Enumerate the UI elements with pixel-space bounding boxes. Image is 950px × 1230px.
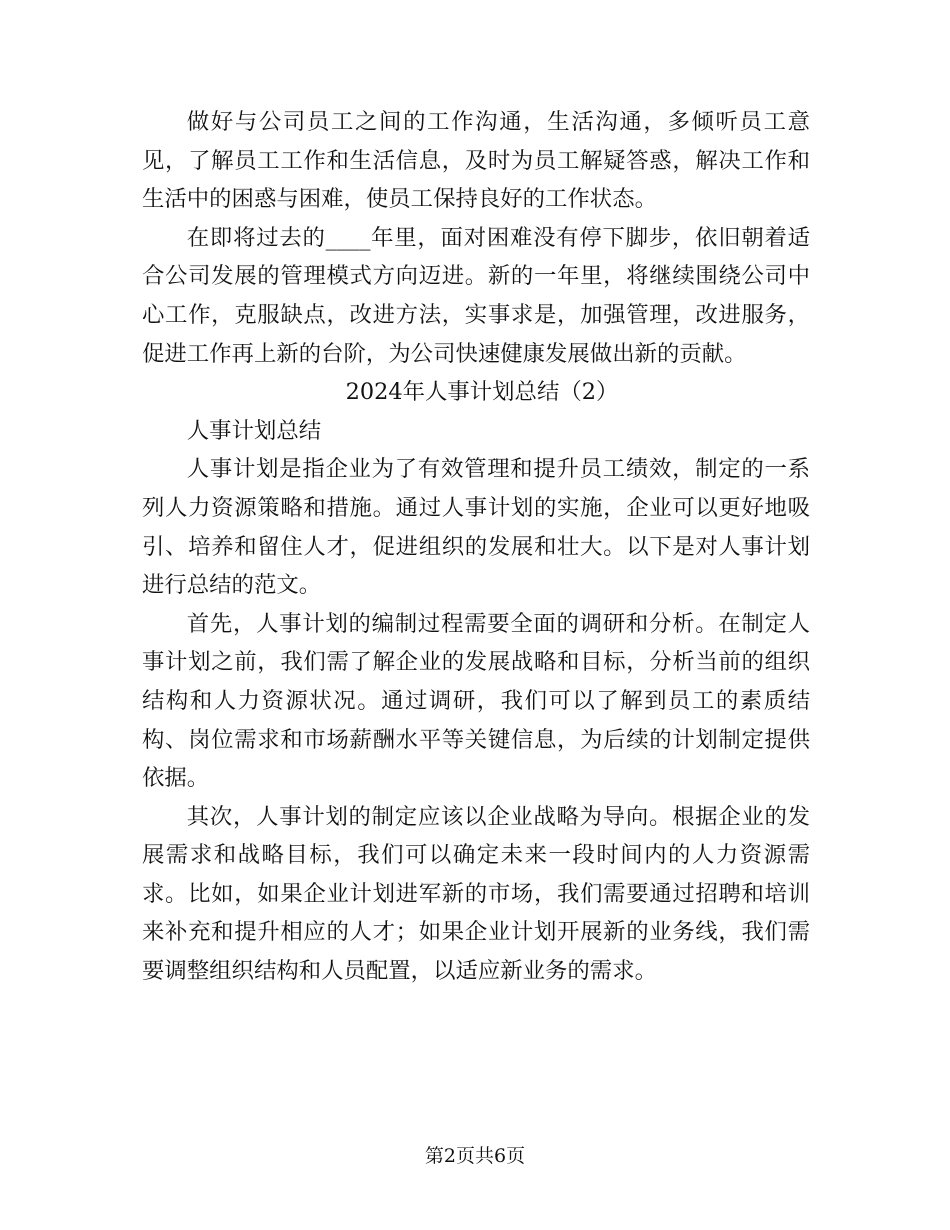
body-paragraph: 人事计划是指企业为了有效管理和提升员工绩效，制定的一系列人力资源策略和措施。通过人事计划的实施，企业可以更好地吸引、培养和留住人才，促进组织的发展和壮大。以下是对人事计划进行总结的范文。: [142, 456, 810, 599]
body-paragraph: 做好与公司员工之间的工作沟通，生活沟通，多倾听员工意见，了解员工工作和生活信息，及时为员工解疑答惑，解决工作和生活中的困惑与困难，使员工保持良好的工作状态。: [142, 109, 810, 213]
document-body: [142, 103, 810, 991]
body-paragraph: 首先，人事计划的编制过程需要全面的调研和分析。在制定人事计划之前，我们需了解企业的发展战略和目标，分析当前的组织结构和人力资源状况。通过调研，我们可以了解到员工的素质结构、岗位需求和市场薪酬水平等关键信息，为后续的计划制定提供依据。: [142, 610, 810, 792]
body-paragraph: 其次，人事计划的制定应该以企业战略为导向。根据企业的发展需求和战略目标，我们可以确定未来一段时间内的人力资源需求。比如，如果企业计划进军新的市场，我们需要通过招聘和培训来补充和提升相应的人才；如果企业计划开展新的业务线，我们需要调整组织结构和人员配置，以适应新业务的需求。: [142, 803, 810, 985]
page-number-footer: 第2页共6页: [424, 1145, 526, 1167]
subheading-paragraph: 人事计划总结: [186, 417, 322, 444]
body-paragraph: 在即将过去的____年里，面对困难没有停下脚步，依旧朝着适合公司发展的管理模式方向迈进。新的一年里，将继续围绕公司中心工作，克服缺点，改进方法，实事求是，加强管理，改进服务，促进工作再上新的台阶，为公司快速健康发展做出新的贡献。: [142, 224, 810, 367]
section-title: 2024年人事计划总结（2）: [345, 379, 619, 406]
